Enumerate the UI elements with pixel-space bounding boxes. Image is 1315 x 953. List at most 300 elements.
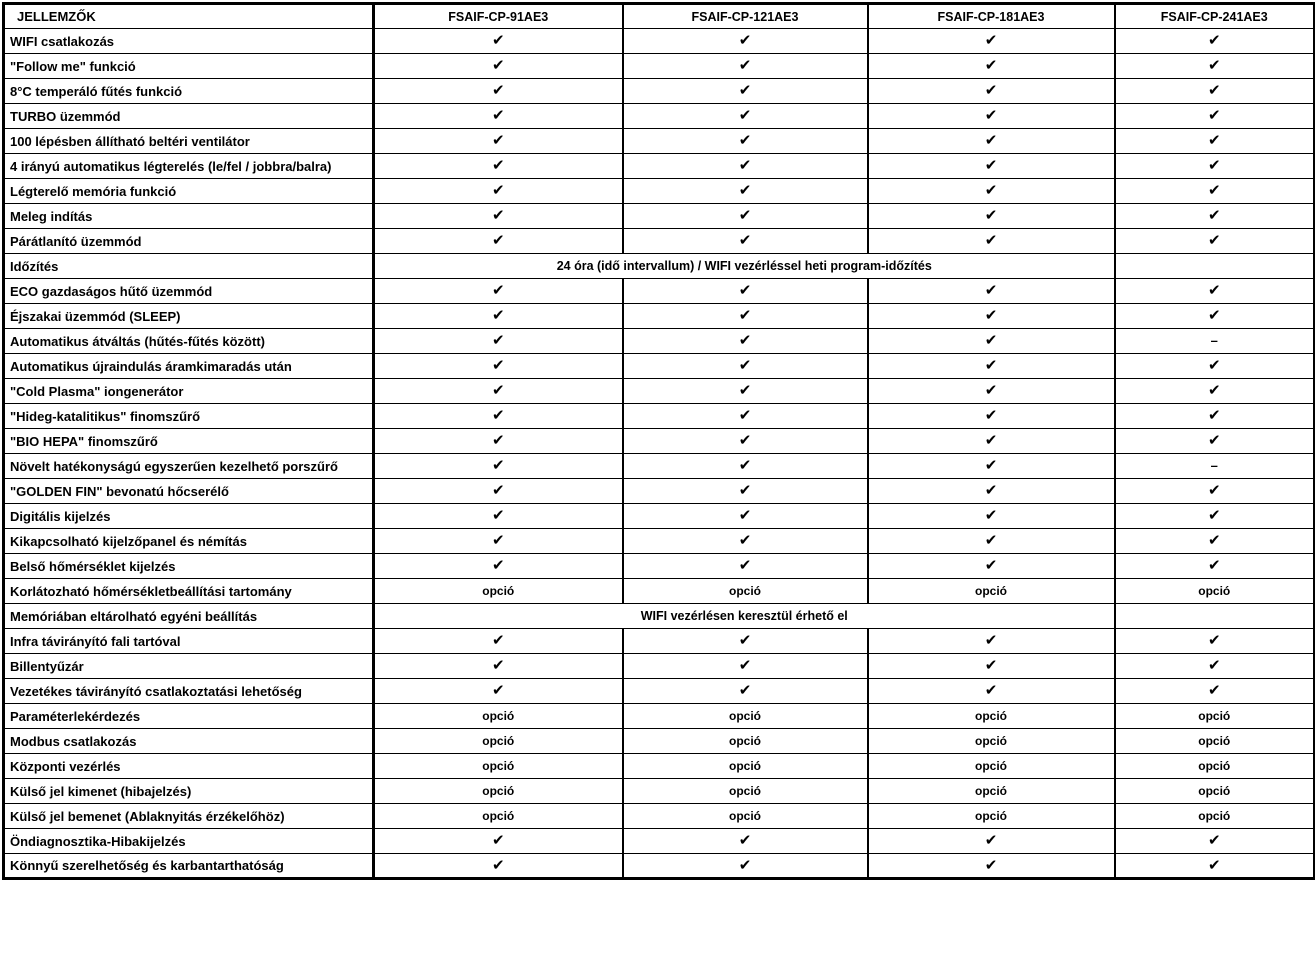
value-cell — [374, 429, 623, 454]
table-row — [4, 704, 1315, 729]
check-icon: ✔ — [491, 182, 505, 199]
feature-label: Automatikus újraindulás áramkimaradás után — [4, 354, 374, 379]
feature-label: Éjszakai üzemmód (SLEEP) — [4, 304, 374, 329]
value-cell — [623, 29, 868, 54]
value-cell — [374, 29, 623, 54]
check-icon: ✔ — [984, 57, 998, 74]
table-row — [4, 854, 1315, 879]
value-cell — [868, 229, 1115, 254]
value-cell — [868, 329, 1115, 354]
check-icon: ✔ — [984, 282, 998, 299]
option-text: opció — [1198, 759, 1231, 773]
check-icon: ✔ — [491, 432, 505, 449]
value-cell — [374, 79, 623, 104]
check-icon: ✔ — [984, 657, 998, 674]
value-cell — [868, 354, 1115, 379]
check-icon: ✔ — [491, 407, 505, 424]
table-row — [4, 79, 1315, 104]
check-icon: ✔ — [984, 32, 998, 49]
option-text: opció — [975, 709, 1007, 723]
value-cell — [1115, 654, 1315, 679]
check-icon: ✔ — [1207, 157, 1221, 174]
value-cell — [374, 379, 623, 404]
value-cell — [1115, 204, 1315, 229]
value-cell — [1115, 229, 1315, 254]
value-cell — [623, 679, 868, 704]
value-cell — [1115, 504, 1315, 529]
value-cell — [374, 204, 623, 229]
check-icon: ✔ — [1207, 632, 1221, 649]
feature-label: "BIO HEPA" finomszűrő — [4, 429, 374, 454]
value-cell — [1115, 379, 1315, 404]
value-cell — [623, 554, 868, 579]
table-row — [4, 329, 1315, 354]
value-cell — [1115, 679, 1315, 704]
check-icon: ✔ — [1207, 357, 1221, 374]
check-icon: ✔ — [738, 357, 752, 374]
value-cell — [1115, 429, 1315, 454]
value-cell — [623, 704, 868, 729]
feature-label: Memóriában eltárolható egyéni beállítás — [4, 604, 374, 629]
empty-value-cell — [1115, 254, 1315, 279]
value-cell — [623, 204, 868, 229]
check-icon: ✔ — [738, 182, 752, 199]
value-cell — [868, 804, 1115, 829]
check-icon: ✔ — [1207, 432, 1221, 449]
value-cell — [1115, 29, 1315, 54]
value-cell — [1115, 104, 1315, 129]
feature-label: Kikapcsolható kijelzőpanel és némítás — [4, 529, 374, 554]
feature-label: Párátlanító üzemmód — [4, 229, 374, 254]
check-icon: ✔ — [738, 632, 752, 649]
value-cell — [374, 54, 623, 79]
value-cell — [623, 129, 868, 154]
value-cell — [623, 479, 868, 504]
table-row — [4, 554, 1315, 579]
value-cell — [868, 829, 1115, 854]
value-cell — [1115, 779, 1315, 804]
feature-label: Korlátozható hőmérsékletbeállítási tartomány — [4, 579, 374, 604]
value-cell — [868, 754, 1115, 779]
value-cell — [374, 154, 623, 179]
check-icon: ✔ — [984, 107, 998, 124]
option-text: opció — [482, 759, 515, 773]
table-row — [4, 454, 1315, 479]
check-icon: ✔ — [491, 307, 505, 324]
check-icon: ✔ — [491, 82, 505, 99]
value-cell — [623, 779, 868, 804]
value-cell — [868, 779, 1115, 804]
value-cell — [374, 479, 623, 504]
feature-label: 100 lépésben állítható beltéri ventilátor — [4, 129, 374, 154]
check-icon: ✔ — [738, 657, 752, 674]
value-cell — [1115, 154, 1315, 179]
table-row — [4, 379, 1315, 404]
option-text: opció — [729, 709, 761, 723]
check-icon: ✔ — [738, 157, 752, 174]
value-cell — [1115, 829, 1315, 854]
check-icon: ✔ — [738, 82, 752, 99]
check-icon: ✔ — [491, 57, 505, 74]
value-cell — [868, 129, 1115, 154]
value-cell — [1115, 79, 1315, 104]
option-text: opció — [1198, 784, 1231, 798]
option-text: opció — [729, 784, 761, 798]
feature-label: ECO gazdaságos hűtő üzemmód — [4, 279, 374, 304]
value-cell — [868, 54, 1115, 79]
value-cell — [623, 229, 868, 254]
feature-label: WIFI csatlakozás — [4, 29, 374, 54]
check-icon: ✔ — [984, 557, 998, 574]
table-row — [4, 354, 1315, 379]
value-cell — [623, 654, 868, 679]
value-cell — [623, 79, 868, 104]
value-cell — [623, 404, 868, 429]
check-icon: ✔ — [738, 856, 752, 874]
check-icon: ✔ — [491, 832, 505, 849]
check-icon: ✔ — [738, 832, 752, 849]
check-icon: ✔ — [984, 532, 998, 549]
value-cell — [868, 704, 1115, 729]
value-cell — [374, 104, 623, 129]
check-icon: ✔ — [1207, 482, 1221, 499]
check-icon: ✔ — [491, 682, 505, 699]
feature-label: 4 irányú automatikus légterelés (le/fel / jobbra/balra) — [4, 154, 374, 179]
option-text: opció — [1198, 809, 1231, 823]
value-cell — [623, 154, 868, 179]
value-cell — [868, 29, 1115, 54]
table-row — [4, 754, 1315, 779]
check-icon: ✔ — [738, 107, 752, 124]
value-cell — [1115, 854, 1315, 879]
check-icon: ✔ — [984, 507, 998, 524]
check-icon: ✔ — [491, 482, 505, 499]
check-icon: ✔ — [1207, 532, 1221, 549]
check-icon: ✔ — [738, 307, 752, 324]
check-icon: ✔ — [738, 532, 752, 549]
value-cell — [868, 479, 1115, 504]
empty-value-cell — [1115, 604, 1315, 629]
feature-label: Növelt hatékonyságú egyszerűen kezelhető porszűrő — [4, 454, 374, 479]
value-cell — [374, 729, 623, 754]
value-cell — [623, 829, 868, 854]
table-row — [4, 404, 1315, 429]
check-icon: ✔ — [984, 432, 998, 449]
value-cell — [374, 279, 623, 304]
value-cell — [374, 229, 623, 254]
feature-comparison-table — [2, 2, 1315, 880]
value-cell — [868, 304, 1115, 329]
option-text: opció — [1198, 709, 1231, 723]
value-cell — [1115, 129, 1315, 154]
check-icon: ✔ — [491, 357, 505, 374]
table-row — [4, 54, 1315, 79]
value-cell — [1115, 529, 1315, 554]
check-icon: ✔ — [491, 32, 505, 49]
table-row — [4, 229, 1315, 254]
feature-label: "Cold Plasma" iongenerátor — [4, 379, 374, 404]
table-row — [4, 254, 1315, 279]
value-cell — [374, 129, 623, 154]
table-row — [4, 429, 1315, 454]
check-icon: ✔ — [984, 157, 998, 174]
check-icon: ✔ — [738, 482, 752, 499]
value-cell — [623, 754, 868, 779]
check-icon: ✔ — [738, 682, 752, 699]
value-cell — [623, 729, 868, 754]
value-cell — [374, 454, 623, 479]
check-icon: ✔ — [738, 282, 752, 299]
option-text: opció — [729, 584, 761, 598]
table-row — [4, 129, 1315, 154]
value-cell — [1115, 354, 1315, 379]
check-icon: ✔ — [1207, 307, 1221, 324]
check-icon: ✔ — [738, 407, 752, 424]
value-cell — [1115, 279, 1315, 304]
check-icon: ✔ — [491, 532, 505, 549]
value-cell — [868, 679, 1115, 704]
feature-label: "GOLDEN FIN" bevonatú hőcserélő — [4, 479, 374, 504]
table-row — [4, 29, 1315, 54]
table-row — [4, 529, 1315, 554]
value-cell — [1115, 404, 1315, 429]
check-icon: ✔ — [1207, 382, 1221, 399]
table-row — [4, 179, 1315, 204]
value-cell — [374, 704, 623, 729]
option-text: opció — [975, 584, 1007, 598]
value-cell — [623, 179, 868, 204]
feature-label: "Follow me" funkció — [4, 54, 374, 79]
value-cell — [374, 354, 623, 379]
value-cell — [868, 179, 1115, 204]
model-header-fsaif-cp-91ae3: FSAIF-CP-91AE3 — [374, 4, 623, 29]
feature-label: Meleg indítás — [4, 204, 374, 229]
table-row — [4, 679, 1315, 704]
value-cell — [374, 779, 623, 804]
check-icon: ✔ — [491, 507, 505, 524]
table-row — [4, 304, 1315, 329]
option-text: opció — [975, 734, 1007, 748]
check-icon: ✔ — [1207, 282, 1221, 299]
table-row — [4, 804, 1315, 829]
option-text: opció — [482, 734, 515, 748]
feature-label: TURBO üzemmód — [4, 104, 374, 129]
value-cell — [868, 79, 1115, 104]
feature-label: "Hideg-katalitikus" finomszűrő — [4, 404, 374, 429]
check-icon: ✔ — [1207, 32, 1221, 49]
merged-value-cell: 24 óra (idő intervallum) / WIFI vezérléssel heti program-időzítés — [374, 254, 1115, 279]
value-cell — [374, 329, 623, 354]
check-icon: ✔ — [491, 132, 505, 149]
value-cell — [623, 329, 868, 354]
feature-label: Légterelő memória funkció — [4, 179, 374, 204]
check-icon: ✔ — [738, 457, 752, 474]
check-icon: ✔ — [1207, 407, 1221, 424]
value-cell — [1115, 554, 1315, 579]
table-row — [4, 204, 1315, 229]
check-icon: ✔ — [738, 332, 752, 349]
check-icon: ✔ — [1207, 57, 1221, 74]
check-icon: ✔ — [1207, 507, 1221, 524]
table-row — [4, 154, 1315, 179]
check-icon: ✔ — [1207, 182, 1221, 199]
option-text: opció — [1198, 584, 1231, 598]
value-cell — [1115, 804, 1315, 829]
check-icon: ✔ — [738, 557, 752, 574]
feature-label: Infra távirányító fali tartóval — [4, 629, 374, 654]
value-cell — [374, 179, 623, 204]
feature-label: Vezetékes távirányító csatlakoztatási lehetőség — [4, 679, 374, 704]
value-cell — [623, 529, 868, 554]
check-icon: ✔ — [1207, 82, 1221, 99]
option-text: opció — [729, 759, 761, 773]
check-icon: ✔ — [1207, 232, 1221, 249]
feature-label: Automatikus átváltás (hűtés-fűtés között) — [4, 329, 374, 354]
option-text: opció — [1198, 734, 1231, 748]
value-cell — [623, 354, 868, 379]
value-cell — [374, 829, 623, 854]
value-cell — [1115, 729, 1315, 754]
value-cell — [374, 304, 623, 329]
check-icon: ✔ — [1207, 682, 1221, 699]
check-icon: ✔ — [1207, 856, 1221, 874]
model-header-fsaif-cp-241ae3: FSAIF-CP-241AE3 — [1115, 4, 1315, 29]
value-cell — [868, 579, 1115, 604]
value-cell — [1115, 329, 1315, 354]
check-icon: ✔ — [984, 132, 998, 149]
table-row — [4, 104, 1315, 129]
check-icon: ✔ — [1207, 657, 1221, 674]
value-cell — [868, 429, 1115, 454]
merged-value-cell: WIFI vezérlésen keresztül érhető el — [374, 604, 1115, 629]
value-cell — [374, 554, 623, 579]
value-cell — [868, 729, 1115, 754]
check-icon: ✔ — [984, 307, 998, 324]
check-icon: ✔ — [738, 207, 752, 224]
check-icon: ✔ — [984, 682, 998, 699]
value-cell — [1115, 54, 1315, 79]
check-icon: ✔ — [491, 382, 505, 399]
check-icon: ✔ — [984, 357, 998, 374]
feature-label: Időzítés — [4, 254, 374, 279]
feature-label: Belső hőmérséklet kijelzés — [4, 554, 374, 579]
check-icon: ✔ — [984, 332, 998, 349]
value-cell — [623, 504, 868, 529]
feature-label: Paraméterlekérdezés — [4, 704, 374, 729]
table-row — [4, 279, 1315, 304]
value-cell — [623, 629, 868, 654]
value-cell — [868, 404, 1115, 429]
value-cell — [374, 629, 623, 654]
value-cell — [623, 304, 868, 329]
check-icon: ✔ — [491, 332, 505, 349]
value-cell — [1115, 754, 1315, 779]
check-icon: ✔ — [491, 856, 505, 874]
option-text: opció — [482, 709, 515, 723]
check-icon: ✔ — [1207, 832, 1221, 849]
value-cell — [623, 804, 868, 829]
check-icon: ✔ — [984, 207, 998, 224]
header-row — [4, 4, 1315, 29]
model-header-fsaif-cp-121ae3: FSAIF-CP-121AE3 — [623, 4, 868, 29]
check-icon: ✔ — [491, 457, 505, 474]
value-cell — [623, 429, 868, 454]
table-row — [4, 504, 1315, 529]
value-cell — [868, 529, 1115, 554]
value-cell — [374, 754, 623, 779]
value-cell — [374, 654, 623, 679]
check-icon: ✔ — [491, 207, 505, 224]
check-icon: ✔ — [738, 232, 752, 249]
value-cell — [868, 654, 1115, 679]
table-row — [4, 729, 1315, 754]
check-icon: ✔ — [491, 657, 505, 674]
value-cell — [623, 579, 868, 604]
check-icon: ✔ — [984, 182, 998, 199]
value-cell — [374, 529, 623, 554]
dash-mark: – — [1210, 333, 1218, 348]
check-icon: ✔ — [738, 32, 752, 49]
check-icon: ✔ — [1207, 557, 1221, 574]
check-icon: ✔ — [491, 107, 505, 124]
check-icon: ✔ — [738, 57, 752, 74]
table-row — [4, 579, 1315, 604]
option-text: opció — [482, 809, 515, 823]
check-icon: ✔ — [984, 82, 998, 99]
feature-label: Öndiagnosztika-Hibakijelzés — [4, 829, 374, 854]
value-cell — [623, 279, 868, 304]
check-icon: ✔ — [984, 457, 998, 474]
option-text: opció — [482, 784, 515, 798]
table-body — [4, 29, 1315, 879]
value-cell — [868, 454, 1115, 479]
value-cell — [868, 504, 1115, 529]
value-cell — [1115, 579, 1315, 604]
check-icon: ✔ — [1207, 207, 1221, 224]
value-cell — [374, 404, 623, 429]
table-row — [4, 629, 1315, 654]
check-icon: ✔ — [984, 832, 998, 849]
value-cell — [868, 629, 1115, 654]
check-icon: ✔ — [491, 232, 505, 249]
value-cell — [868, 554, 1115, 579]
value-cell — [868, 854, 1115, 879]
value-cell — [374, 804, 623, 829]
feature-label: Külső jel kimenet (hibajelzés) — [4, 779, 374, 804]
check-icon: ✔ — [738, 507, 752, 524]
table-row — [4, 654, 1315, 679]
feature-label: Külső jel bemenet (Ablaknyitás érzékelőhöz) — [4, 804, 374, 829]
option-text: opció — [729, 809, 761, 823]
value-cell — [374, 679, 623, 704]
check-icon: ✔ — [984, 856, 998, 874]
value-cell — [623, 379, 868, 404]
features-column-header: JELLEMZŐK — [4, 4, 374, 29]
check-icon: ✔ — [491, 282, 505, 299]
value-cell — [623, 854, 868, 879]
value-cell — [1115, 179, 1315, 204]
table-row — [4, 479, 1315, 504]
feature-label: 8°C temperáló fűtés funkció — [4, 79, 374, 104]
option-text: opció — [975, 784, 1007, 798]
option-text: opció — [729, 734, 761, 748]
feature-label: Központi vezérlés — [4, 754, 374, 779]
table-row — [4, 829, 1315, 854]
value-cell — [1115, 629, 1315, 654]
check-icon: ✔ — [984, 632, 998, 649]
value-cell — [623, 104, 868, 129]
feature-label: Könnyű szerelhetőség és karbantarthatóság — [4, 854, 374, 879]
